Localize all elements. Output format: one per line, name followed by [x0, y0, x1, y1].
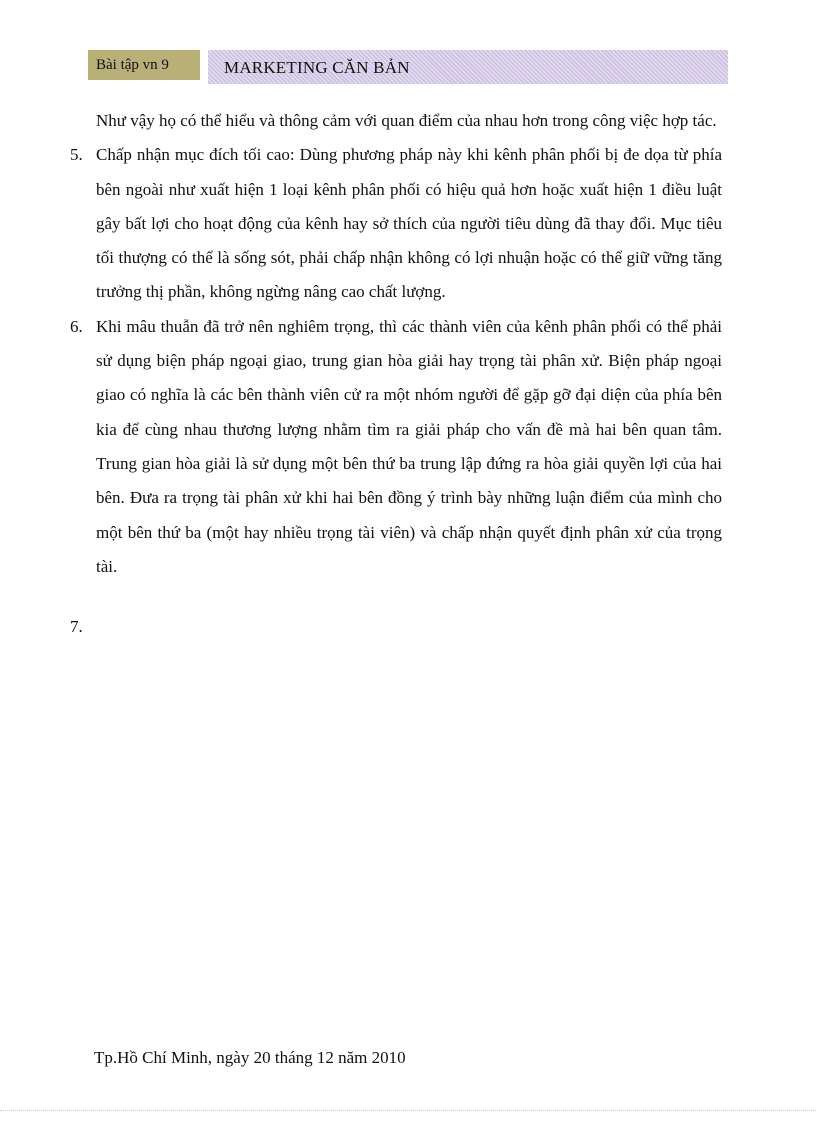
list-item-number: 5.	[70, 145, 83, 165]
document-body	[70, 104, 722, 644]
header-left-label: Bài tập vn 9	[88, 50, 202, 80]
list-item-number: 6.	[70, 316, 83, 336]
list-item-text: Khi mâu thuẫn đã trở nên nghiêm trọng, thì các thành viên của kênh phân phối có thể phải sử dụng biện pháp ngoại giao, trung gian hòa giải hay trọng tài phân xử. Biện pháp ngoại giao có nghĩa là các bên thành viên cử ra một nhóm người để gặp gỡ đại diện của phía bên kia để cùng nhau thương lượng nhằm tìm ra giải pháp cho vấn đề mà hai bên quan tâm. Trung gian hòa giải là sử dụng một bên thứ ba trung lập đứng ra hòa giải quyền lợi của hai bên. Đưa ra trọng tài phân xử khi hai bên đồng ý trình bày những luận điểm của mình cho một bên thứ ba (một hay nhiều trọng tài viên) và chấp nhận quyết định phân xử của trọng tài.	[96, 316, 722, 576]
footer-place-date: Tp.Hồ Chí Minh, ngày 20 tháng 12 năm 2010	[94, 1048, 406, 1067]
intro-paragraph: Như vậy họ có thể hiểu và thông cảm với quan điểm của nhau hơn trong công việc hợp tác.	[96, 111, 717, 130]
list-item-text: Chấp nhận mục đích tối cao: Dùng phương pháp này khi kênh phân phối bị đe dọa từ phía bên ngoài như xuất hiện 1 loại kênh phân phối có hiệu quả hơn hoặc xuất hiện 1 điều luật gây bất lợi cho hoạt động của kênh hay sở thích của người tiêu dùng đã thay đổi. Mục tiêu tối thượng có thể là sống sót, phải chấp nhận không có lợi nhuận hoặc có thể giữ vững tăng trưởng thị phần, không ngừng nâng cao chất lượng.	[96, 145, 722, 302]
list-item-5	[70, 138, 722, 309]
list-item-6	[70, 310, 722, 584]
page-bottom-divider	[0, 1110, 816, 1111]
list-item-number: 7.	[70, 617, 83, 637]
header-title: MARKETING CĂN BẢN	[208, 50, 728, 84]
list-item-7	[70, 610, 722, 644]
list-item-text	[96, 610, 722, 644]
page-header	[88, 50, 728, 84]
